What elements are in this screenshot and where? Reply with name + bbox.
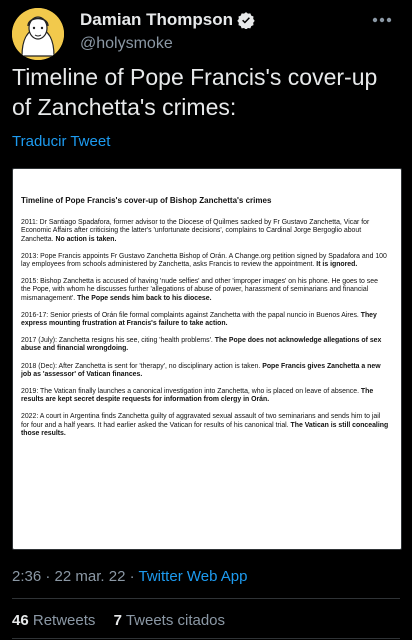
verified-badge-icon <box>237 11 255 29</box>
timeline-entry <box>21 363 389 379</box>
tweet-source[interactable]: Twitter Web App <box>138 568 248 585</box>
entry-emphasis: The Vatican is still concealing those results. <box>21 421 389 437</box>
entry-text: 2011: Dr Santiago Spadafora, former advisor to the Diocese of Quilmes sacked by Fr Gustavo Zanchetta, Vicar for Economic Affairs after criticising the latter's 'unfortunate decisions', complains to Cardinal Jorge Bergoglio about Zanchetta. <box>21 219 370 243</box>
tweet-stats <box>12 612 239 629</box>
retweets-count: 46 <box>12 612 29 629</box>
entry-text: 2018 (Dec): After Zanchetta is sent for 'therapy', no disciplinary action is taken. <box>21 362 261 370</box>
meta-separator: · <box>45 568 51 585</box>
divider <box>12 638 400 639</box>
entry-text: 2019: The Vatican finally launches a canonical investigation into Zanchetta, who is placed on leave of absence. <box>21 388 359 396</box>
divider <box>12 598 400 599</box>
avatar[interactable] <box>12 8 64 60</box>
entry-text: 2015: Bishop Zanchetta is accused of having 'nude selfies' and other 'improper images' on his phone. He goes to see the Pope, with whom he discusses further 'allegations of abuse of power, harassment of seminarians and financial mismanagement'. <box>21 278 378 302</box>
entry-emphasis: The Pope does not acknowledge allegations of sex abuse and financial wrongdoing. <box>21 337 382 353</box>
timeline-entry <box>21 413 389 438</box>
tweet-text: Timeline of Pope Francis's cover-up of Zanchetta's crimes: <box>12 64 378 120</box>
entry-emphasis: Pope Francis gives Zanchetta a new job as 'assessor' of Vatican finances. <box>21 362 381 378</box>
retweets-label: Retweets <box>32 612 96 629</box>
timeline-entry <box>21 388 389 404</box>
tweet-time[interactable]: 2:36 <box>12 568 42 585</box>
entry-emphasis: It is ignored. <box>316 261 358 269</box>
entry-text: 2022: A court in Argentina finds Zanchetta guilty of aggravated sexual assault of two seminarians and sends him to jail for four and a half years. It had earlier asked the Vatican for results of his canonical trial. <box>21 413 381 429</box>
quotes-label: Tweets citados <box>125 612 226 629</box>
author-handle[interactable]: @holysmoke <box>80 35 173 52</box>
translate-link[interactable]: Traducir Tweet <box>12 133 111 150</box>
entry-emphasis: No action is taken. <box>55 235 117 243</box>
timeline-entry <box>21 337 389 353</box>
tweet-header <box>12 8 400 60</box>
retweets-stat[interactable] <box>12 612 95 629</box>
quotes-stat[interactable] <box>114 612 225 629</box>
quotes-count: 7 <box>113 612 122 629</box>
entry-emphasis: The results are kept secret despite requests for information from clergy in Orán. <box>21 388 374 404</box>
entry-text: 2017 (July): Zanchetta resigns his see, citing 'health problems'. <box>21 337 213 345</box>
meta-separator: · <box>129 568 135 585</box>
timeline-entry <box>21 253 389 269</box>
avatar-portrait-icon <box>12 8 64 60</box>
timeline-entry <box>21 312 389 328</box>
tweet-date[interactable]: 22 mar. 22 <box>54 568 126 585</box>
timeline-entry <box>21 278 389 303</box>
attached-image[interactable] <box>12 168 402 550</box>
document-title: Timeline of Pope Francis's cover-up of Bishop Zanchetta's crimes <box>21 196 272 205</box>
more-options-icon[interactable] <box>368 10 396 30</box>
tweet-meta <box>12 568 247 585</box>
entry-emphasis: They express mounting frustration at Francis's failure to take action. <box>21 311 377 328</box>
entry-text: 2016-17: Senior priests of Orán file formal complaints against Zanchetta with the papal nuncio in Buenos Aires. <box>21 311 359 319</box>
entry-text: 2013: Pope Francis appoints Fr Gustavo Zanchetta Bishop of Orán. A Change.org petition signed by Spadafora and 100 lay employees from schools administered by Zanchetta, asks Francis to review the appointment. <box>21 252 387 269</box>
entry-emphasis: The Pope sends him back to his diocese. <box>77 294 212 302</box>
timeline-entry <box>21 219 389 244</box>
document-body <box>21 197 389 447</box>
author-name[interactable]: Damian Thompson <box>80 10 234 29</box>
